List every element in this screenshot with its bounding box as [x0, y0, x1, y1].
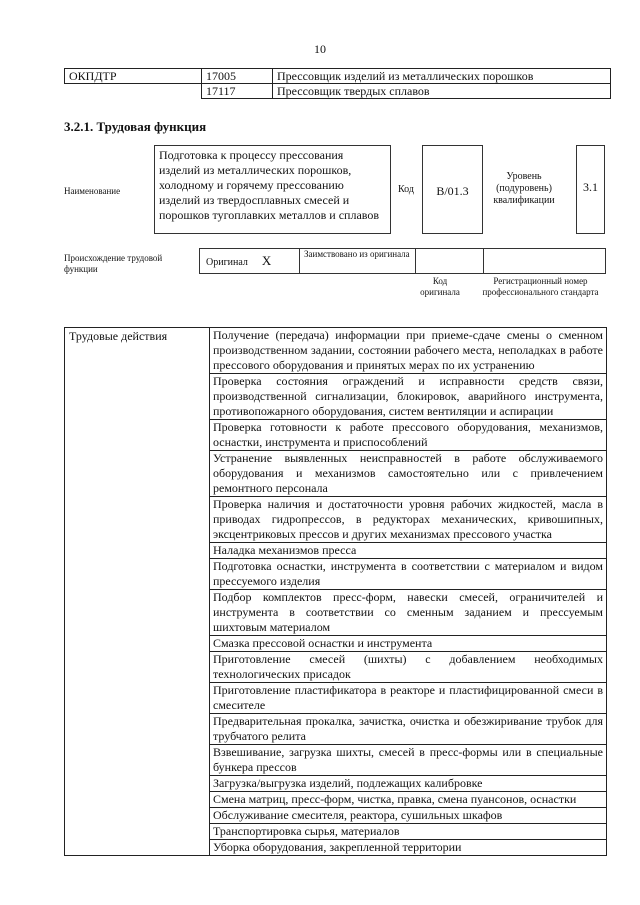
list-item: Предварительная прокалка, зачистка, очистка и обезжиривание трубок для трубчатого релита	[210, 714, 606, 745]
table-row	[65, 69, 611, 84]
code-original-cell	[416, 249, 484, 274]
list-item: Проверка наличия и достаточности уровня рабочих жидкостей, масла в приводах гидропрессов, в редукторах механических, кривошипных, эксцентриковых прессов и других механизмах прессового участка	[210, 497, 606, 543]
list-item: Подбор комплектов пресс-форм, навески смесей, ограничителей и инструмента в соответствии со сменным заданием и прессуемым шихтовым материалом	[210, 590, 606, 636]
code-original-label: Код оригинала	[420, 276, 460, 297]
okpdtr-code: 17005	[202, 69, 273, 84]
list-item: Уборка оборудования, закрепленной территории	[213, 840, 462, 854]
section-title: 3.2.1. Трудовая функция	[64, 119, 207, 134]
list-item: Проверка готовности к работе прессового оборудования, механизмов, оснастки, инструмента и приспособлений	[210, 420, 606, 451]
okpdtr-name: Прессовщик изделий из металлических порошков	[273, 69, 611, 84]
okpdtr-table	[64, 68, 611, 99]
list-item: Приготовление пластификатора в реакторе и пластифицированной смеси в смесителе	[210, 683, 606, 714]
function-name: Подготовка к процессу прессования изделий из металлических порошков, холодному и горячему прессованию изделий из твердосплавных смесей и порошков тугоплавких металлов и сплавов	[154, 145, 391, 234]
list-item: Приготовление смесей (шихты) с добавлением необходимых технологических присадок	[210, 652, 606, 683]
level-label: Уровень (подуровень) квалификации	[493, 171, 555, 206]
okpdtr-name: Прессовщик твердых сплавов	[273, 84, 611, 99]
labor-actions-table	[64, 327, 607, 856]
table-row	[65, 328, 607, 856]
origin-label: Происхождение трудовой функции	[64, 253, 163, 274]
list-item: Получение (передача) информации при приеме-сдаче смены о сменном производственном задании, состоянии рабочего места, неполадках в работе прессового оборудования и принятых мерах по их устранению	[210, 328, 606, 374]
list-item: Смена матриц, пресс-форм, чистка, правка, смена пуансонов, оснастки	[210, 792, 606, 808]
function-code: B/01.3	[422, 145, 483, 234]
okpdtr-label: ОКПДТР	[65, 69, 202, 84]
level-value: 3.1	[576, 145, 605, 234]
original-cell	[200, 249, 300, 274]
list-item: Загрузка/выгрузка изделий, подлежащих калибровке	[210, 776, 606, 792]
list-item: Наладка механизмов пресса	[210, 543, 606, 559]
labor-actions-list	[210, 328, 607, 856]
list-item: Проверка состояния ограждений и исправности средств связи, производственной сигнализации, блокировок, аварийного инструмента, противопожарного оборудования, систем вентиляции и аспирации	[210, 374, 606, 420]
okpdtr-code: 17117	[202, 84, 273, 99]
list-item: Подготовка оснастки, инструмента в соответствии с материалом и видом прессуемого изделия	[210, 559, 606, 590]
list-item: Транспортировка сырья, материалов	[210, 824, 606, 840]
code-label: Код	[398, 184, 414, 195]
list-item: Обслуживание смесителя, реактора, сушильных шкафов	[210, 808, 606, 824]
list-item: Устранение выявленных неисправностей в работе обслуживаемого оборудования и механизмов самостоятельно или с привлечением ремонтного персонала	[210, 451, 606, 497]
list-item: Смазка прессовой оснастки и инструмента	[210, 636, 606, 652]
list-item: Взвешивание, загрузка шихты, смесей в пресс-формы или в специальные бункера прессов	[210, 745, 606, 776]
table-row	[200, 249, 606, 274]
page-number: 10	[314, 42, 326, 56]
borrowed-label: Заимствовано из оригинала	[300, 249, 416, 274]
origin-table	[199, 248, 606, 274]
reg-number-label: Регистрационный номер профессионального стандарта	[482, 276, 599, 297]
table-row	[65, 84, 611, 99]
labor-actions-label: Трудовые действия	[65, 328, 210, 856]
name-label: Наименование	[64, 186, 121, 196]
original-label: Оригинал	[206, 257, 248, 268]
reg-number-cell	[484, 249, 606, 274]
original-mark: X	[261, 253, 272, 268]
